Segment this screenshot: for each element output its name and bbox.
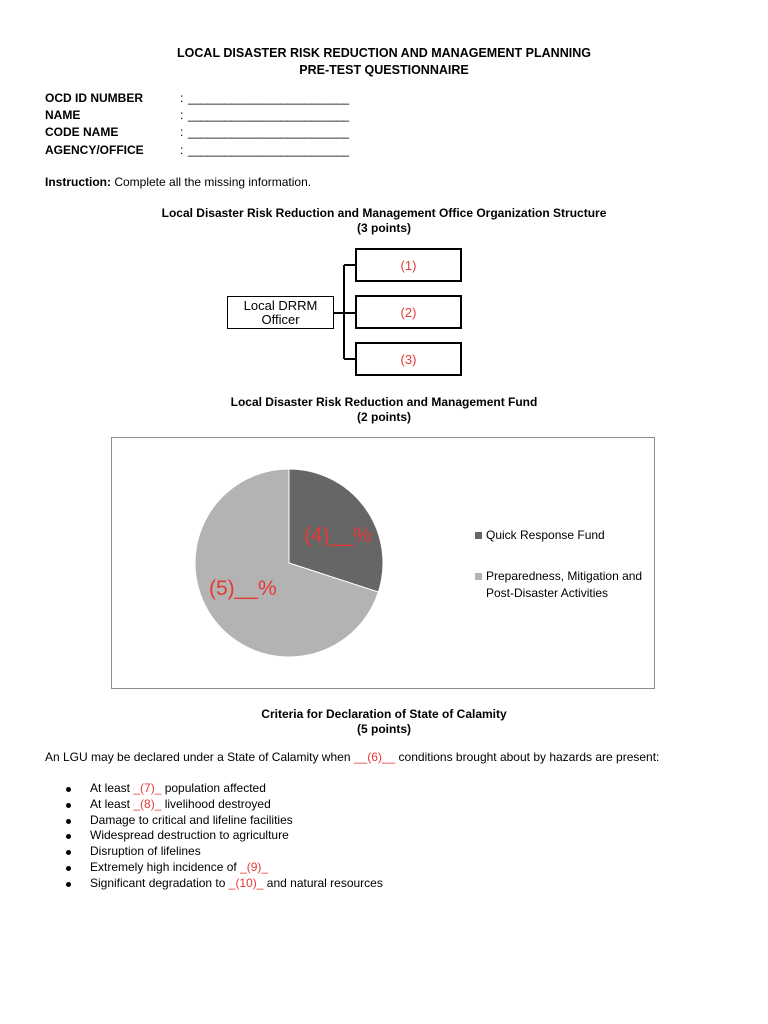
calamity-intro-pre: An LGU may be declared under a State of Calamity when <box>45 750 354 764</box>
field-label-agency: AGENCY/OFFICE <box>45 143 144 157</box>
criteria-text: Disruption of lifelines <box>90 844 201 859</box>
field-colon: : <box>180 108 184 122</box>
calamity-criteria-list <box>45 781 725 892</box>
legend-label-quick-response: Quick Response Fund <box>486 528 605 542</box>
name-field[interactable]: __________________________ <box>188 108 349 122</box>
org-root-label-line2: Officer <box>261 311 300 327</box>
agency-office-field[interactable]: __________________________ <box>188 143 349 157</box>
bullet-icon <box>66 882 71 887</box>
list-item <box>45 860 725 876</box>
pie-annotation-5: (5)__% <box>209 577 277 600</box>
ocd-id-field[interactable]: __________________________ <box>188 91 349 105</box>
criteria-text: Significant degradation to <box>90 875 229 890</box>
legend-label-preparedness-line1: Preparedness, Mitigation and <box>486 569 643 583</box>
legend-swatch-preparedness <box>475 573 482 580</box>
legend-swatch-quick-response <box>475 532 482 539</box>
org-section-points: (3 points) <box>357 221 411 235</box>
list-item <box>45 813 725 829</box>
blank-9[interactable]: _(9)_ <box>240 859 269 874</box>
calamity-intro-post: conditions brought about by hazards are present: <box>395 750 660 764</box>
legend-item-quick-response <box>475 528 605 542</box>
document-title: LOCAL DISASTER RISK REDUCTION AND MANAGEMENT PLANNING <box>177 46 591 60</box>
criteria-text: Damage to critical and lifeline facilities <box>90 812 293 827</box>
field-colon: : <box>180 143 184 157</box>
bullet-icon <box>66 850 71 855</box>
field-label-name: NAME <box>45 108 81 122</box>
org-root-label-line1: Local DRRM <box>243 297 318 313</box>
instruction-text: Complete all the missing information. <box>111 175 312 189</box>
pie-annotation-4: (4)__% <box>304 524 372 547</box>
blank-8[interactable]: _(8)_ <box>133 796 162 811</box>
document-subtitle: PRE-TEST QUESTIONNAIRE <box>299 63 469 77</box>
criteria-text: and natural resources <box>263 875 383 890</box>
criteria-text: population affected <box>161 781 266 795</box>
fund-section-points: (2 points) <box>357 410 411 424</box>
org-child-box-3[interactable]: (3) <box>355 342 462 376</box>
calamity-intro <box>45 750 659 764</box>
criteria-text: Widespread destruction to agriculture <box>90 828 289 843</box>
bullet-icon <box>66 819 71 824</box>
criteria-text: At least <box>90 796 134 811</box>
field-label-ocd-id: OCD ID NUMBER <box>45 91 143 105</box>
list-item <box>45 828 725 844</box>
code-name-field[interactable]: __________________________ <box>188 125 349 139</box>
list-item <box>45 844 725 860</box>
instruction-label: Instruction: <box>45 175 111 189</box>
bullet-icon <box>66 866 71 871</box>
legend-label-preparedness-line2: Post-Disaster Activities <box>486 586 609 600</box>
legend-item-preparedness <box>475 568 642 602</box>
field-label-code-name: CODE NAME <box>45 125 119 139</box>
org-child-box-2[interactable]: (2) <box>355 295 462 329</box>
org-section-title: Local Disaster Risk Reduction and Management Office Organization Structure <box>161 206 607 220</box>
bullet-icon <box>66 834 71 839</box>
field-colon: : <box>180 91 184 105</box>
list-item <box>45 781 725 797</box>
criteria-text: Extremely high incidence of <box>90 859 241 874</box>
criteria-text: livelihood destroyed <box>161 796 271 811</box>
bullet-icon <box>66 803 71 808</box>
fund-section-title: Local Disaster Risk Reduction and Management Fund <box>230 395 538 409</box>
field-colon: : <box>180 125 184 139</box>
list-item <box>45 797 725 813</box>
bullet-icon <box>66 787 71 792</box>
blank-10[interactable]: _(10)_ <box>228 875 264 890</box>
org-child-box-1[interactable]: (1) <box>355 248 462 282</box>
criteria-text: At least <box>90 781 134 795</box>
blank-7[interactable]: _(7)_ <box>133 781 162 795</box>
blank-6[interactable]: __(6)__ <box>353 750 396 764</box>
calamity-section-points: (5 points) <box>357 722 411 736</box>
list-item <box>45 876 725 892</box>
calamity-section-title: Criteria for Declaration of State of Calamity <box>261 707 507 721</box>
